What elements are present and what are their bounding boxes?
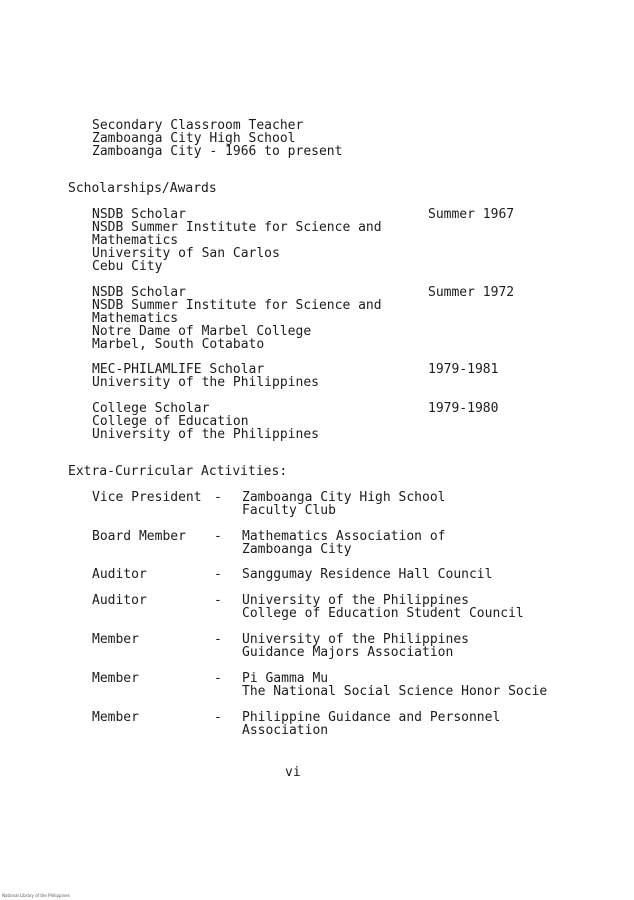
scholarship-date: 1979-1980 (428, 401, 499, 416)
scholarship-line: MEC-PHILAMLIFE Scholar (92, 362, 265, 377)
activity-organization (242, 672, 547, 698)
activity-role: Board Member (92, 529, 186, 544)
scholarship-line: College Scholar (92, 401, 210, 416)
scholarship-line: NSDB Summer Institute for Science and (92, 298, 382, 313)
activities-heading: Extra-Curricular Activities: (68, 464, 288, 479)
scholarship-line: University of the Philippines (92, 427, 319, 442)
activity-role: Auditor (92, 593, 147, 608)
scholarship-date: Summer 1972 (428, 285, 515, 300)
scholarship-entry (92, 402, 319, 441)
activity-separator: - (214, 567, 222, 582)
scholarship-entry (92, 208, 382, 273)
activity-role: Auditor (92, 567, 147, 582)
organization-line: The National Social Science Honor Socie (242, 684, 548, 699)
scholarship-line: Mathematics (92, 311, 179, 326)
activity-role: Vice President (92, 490, 202, 505)
activity-separator: - (214, 671, 222, 686)
organization-line: Philippine Guidance and Personnel (242, 710, 501, 725)
activity-separator: - (214, 593, 222, 608)
organization-line: College of Education Student Council (242, 606, 524, 621)
activity-organization (242, 633, 469, 659)
library-footer: National Library of the Philippines (2, 893, 70, 898)
scholarship-entry (92, 286, 382, 351)
scholarship-line: Notre Dame of Marbel College (92, 324, 312, 339)
activity-role: Member (92, 632, 139, 647)
activity-separator: - (214, 490, 222, 505)
organization-line: Pi Gamma Mu (242, 671, 329, 686)
organization-line: Faculty Club (242, 503, 336, 518)
activity-organization (242, 594, 524, 620)
organization-line: Zamboanga City High School (242, 490, 446, 505)
scholarship-line: College of Education (92, 414, 249, 429)
organization-line: Mathematics Association of (242, 529, 446, 544)
scholarship-line: NSDB Scholar (92, 207, 186, 222)
scholarship-entry (92, 363, 319, 389)
scholarship-line: NSDB Summer Institute for Science and (92, 220, 382, 235)
activity-role: Member (92, 710, 139, 725)
scholarship-line: Mathematics (92, 233, 179, 248)
organization-line: Zamboanga City (242, 542, 352, 557)
employment-line: Zamboanga City High School (92, 131, 296, 146)
scholarship-line: Cebu City (92, 259, 163, 274)
scholarship-date: 1979-1981 (428, 362, 499, 377)
employment-block (92, 119, 342, 158)
activity-separator: - (214, 632, 222, 647)
scholarship-date: Summer 1967 (428, 207, 515, 222)
activity-separator: - (214, 529, 222, 544)
scholarship-line: University of the Philippines (92, 375, 319, 390)
organization-line: Guidance Majors Association (242, 645, 454, 660)
scholarship-line: University of San Carlos (92, 246, 280, 261)
scholarship-line: NSDB Scholar (92, 285, 186, 300)
organization-line: University of the Philippines (242, 632, 469, 647)
employment-line: Secondary Classroom Teacher (92, 118, 304, 133)
activity-separator: - (214, 710, 222, 725)
organization-line: Association (242, 723, 329, 738)
scholarships-heading: Scholarships/Awards (68, 181, 217, 196)
page-number: vi (285, 765, 301, 780)
scholarship-line: Marbel, South Cotabato (92, 337, 265, 352)
organization-line: University of the Philippines (242, 593, 469, 608)
activity-organization (242, 491, 446, 517)
organization-line: Sanggumay Residence Hall Council (242, 567, 493, 582)
activity-organization (242, 711, 500, 737)
activity-role: Member (92, 671, 139, 686)
employment-line: Zamboanga City - 1966 to present (92, 144, 343, 159)
activity-organization (242, 530, 446, 556)
activity-organization (242, 568, 492, 581)
